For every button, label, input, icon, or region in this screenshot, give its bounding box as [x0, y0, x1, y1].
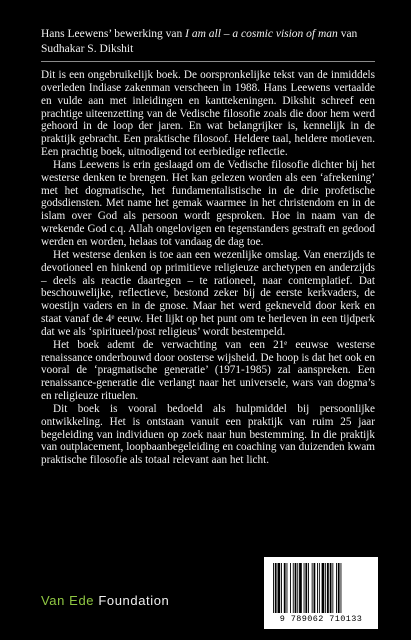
barcode-bar — [281, 563, 282, 613]
barcode-bar — [338, 563, 340, 613]
barcode-bar — [322, 563, 325, 613]
barcode-bar — [336, 563, 337, 613]
header-author: Sudhakar S. Dikshit — [41, 43, 134, 55]
barcode-bar — [284, 563, 286, 613]
barcode-bar — [287, 563, 288, 613]
barcode-bar — [290, 563, 291, 613]
header-book-title: I am all – a cosmic vision of man — [185, 28, 338, 40]
publisher-name-part2: Foundation — [98, 593, 170, 608]
barcode-bar — [314, 563, 316, 613]
barcode-bar — [330, 563, 332, 613]
publisher-logo — [41, 593, 169, 608]
header-suffix: van — [337, 28, 358, 40]
barcode-bar — [317, 563, 318, 613]
isbn-number: 9 789062 710133 — [279, 614, 363, 624]
barcode-bar — [293, 563, 294, 613]
barcode-bars — [271, 563, 371, 613]
blurb-paragraph-4: Het boek ademt de verwachting van een 21ᵉ eeuwse westerse renaissance onderbouwd door oosterse wijsheid. De hoop is dat het ook en vooral de ‘pragmatische generatie’ (1971-1985) zal aanspreken. Een renaissance-generatie die verlangt naar het universele, wars van dogma’s en religieuze rituelen. — [41, 338, 375, 403]
barcode-bar — [312, 563, 313, 613]
blurb-paragraph-2: Hans Leewens is erin geslaagd om de Vedische filosofie dichter bij het westerse denken te brengen. Het kan gelezen worden als een ‘afrekening’ met het dogmatische, het fundamentalistische in de drie profetische godsdiensten. Met name het gemak waarmee in het christendom en in de islam over God als persoon wordt gesproken. Hoe in naam van de wrekende God c.q. Allah ongelovigen en tegenstanders gestraft en gedood werden en worden, helaas tot vandaag de dag toe. — [41, 158, 375, 248]
barcode-bar — [341, 563, 342, 613]
header-prefix: Hans Leewens’ bewerking van — [41, 28, 186, 40]
barcode-bar — [325, 563, 326, 613]
blurb-paragraph-3: Het westerse denken is toe aan een wezenlijke omslag. Van enerzijds te devotioneel en hinkend op primitieve religieuze archetypen en anderzijds – deels als reactie daartegen – te rationeel, naar contemplatief. Dat beschouwelijke, reflectieve, bestond zeker bij de eerste kerkvaders, de woestijn vaders en in de gnose. Maar het werd gekneveld door kerk en staat vanaf de 4ᵉ eeuw. Het lijkt op het punt om te herleven in een tijdperk dat we als ‘spiritueel/post religieus’ wordt bestempeld. — [41, 248, 375, 338]
publisher-name-part1: Van Ede — [41, 593, 95, 608]
isbn-barcode — [264, 557, 378, 629]
barcode-bar — [327, 563, 329, 613]
barcode-bar — [273, 563, 274, 613]
barcode-bar — [332, 563, 333, 613]
barcode-bar — [305, 563, 307, 613]
blurb-paragraph-5: Dit boek is vooral bedoeld als hulpmiddel bij persoonlijke ontwikkeling. Het is ontstaan vanuit een praktijk van ruim 25 jaar begeleiding van individuen op zoek naar hun bestemming. In die praktijk van outplacement, loopbaanbegeleiding en coaching van duizenden kwam praktische filosofie als totaal relevant aan het licht. — [41, 402, 375, 467]
barcode-bar — [295, 563, 297, 613]
barcode-bar — [297, 563, 298, 613]
blurb-paragraph-1: Dit is een ongebruikelijk boek. De oorspronkelijke tekst van de inmiddels overleden Indiase zakenman verscheen in 1988. Hans Leewens vertaalde en vulde aan met inleidingen en kanttekeningen. Dikshit schreef een prachtige uiteenzetting van de Vedische filosofie zoals die door hem werd gehoord in de loop der jaren. En wat belangrijker is, kennelijk in de praktijk gebracht. Een praktische filosoof. Heldere taal, heldere motieven. Een prachtig boek, uitnodigend tot eerbiedige reflectie. — [41, 69, 375, 159]
cover-header — [41, 27, 381, 57]
cover-footer — [0, 548, 411, 640]
barcode-bar — [299, 563, 302, 613]
blurb-text — [41, 69, 375, 467]
barcode-bar — [319, 563, 320, 613]
barcode-bar — [278, 563, 281, 613]
barcode-bar — [275, 563, 277, 613]
header-divider — [41, 61, 375, 62]
barcode-bar — [308, 563, 309, 613]
barcode-bar — [304, 563, 305, 613]
